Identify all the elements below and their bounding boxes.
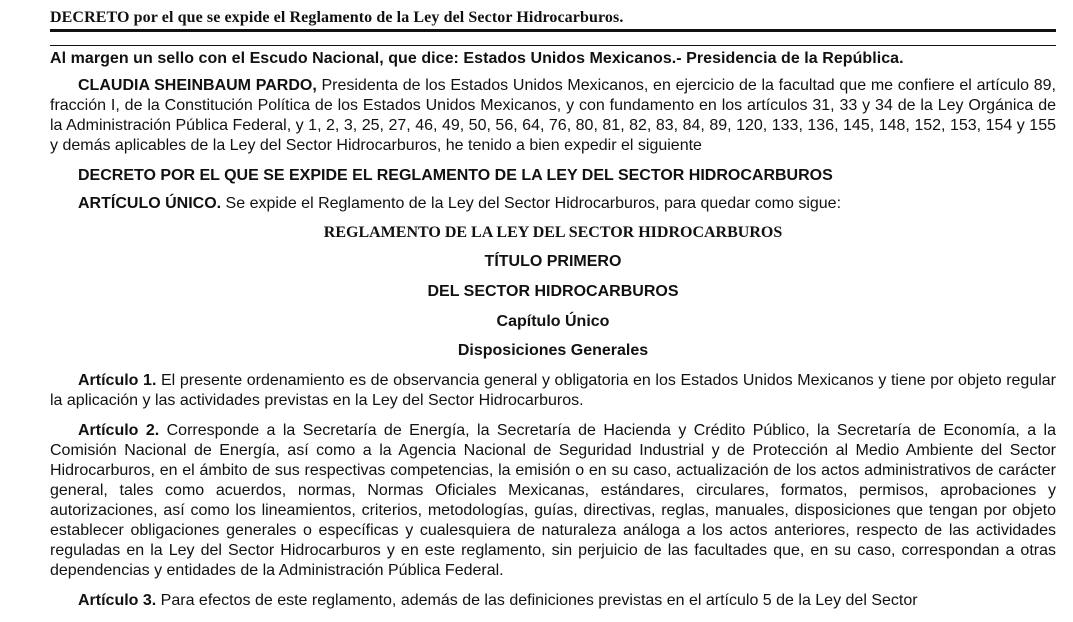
article-2-label: Artículo 2. — [78, 422, 160, 439]
margin-note: Al margen un sello con el Escudo Nacional, que dice: Estados Unidos Mexicanos.- Presidencia de la República. — [50, 50, 904, 67]
article-2-paragraph — [50, 421, 1056, 581]
document-page — [50, 0, 1056, 611]
article-1-label: Artículo 1. — [78, 372, 157, 389]
document-header-title: DECRETO por el que se expide el Reglamento de la Ley del Sector Hidrocarburos. — [50, 9, 624, 26]
regulation-title: REGLAMENTO DE LA LEY DEL SECTOR HIDROCARBUROS — [323, 224, 783, 241]
header-rule-thin — [50, 45, 1056, 46]
article-3-paragraph — [50, 591, 1056, 611]
article-unique-text: Se expide el Reglamento de la Ley del Sector Hidrocarburos, para quedar como sigue: — [221, 195, 842, 212]
article-1-text: El presente ordenamiento es de observancia general y obligatoria en los Estados Unidos Mexicanos y tiene por objeto regular la aplicación y las actividades previstas en la Ley del Sector Hidrocarburos. — [50, 372, 1057, 409]
article-3-label: Artículo 3. — [78, 592, 157, 609]
article-2-text: Corresponde a la Secretaría de Energía, la Secretaría de Hacienda y Crédito Público, la Secretaría de Economía, a la Comisión Nacional de Energía, así como a la Agencia Nacional de Seguridad Industrial y de Protección al Medio Ambiente del Sector Hidrocarburos, en el ámbito de sus respectivas competencias, la emisión o en su caso, actualización de los actos administrativos de carácter general, tales como acuerdos, normas, Normas Oficiales Mexicanas, estándares, circulares, formatos, permisos, aprobaciones y autorizaciones, así como los lineamientos, criterios, metodologías, guías, directivas, reglas, manuales, disposiciones que tengan por objeto establecer obligaciones generales o específicas y cualesquiera de naturaleza análoga a los actos anteriores, respecto de las actividades reguladas en la Ley del Sector Hidrocarburos y en este reglamento, sin perjuicio de las facultades que, en su caso, correspondan a otras dependencias y entidades de la Administración Pública Federal. — [50, 422, 1057, 579]
intro-name: CLAUDIA SHEINBAUM PARDO, — [78, 77, 317, 94]
capitulo-heading: Capítulo Único — [496, 313, 610, 330]
decree-title: DECRETO POR EL QUE SE EXPIDE EL REGLAMENTO DE LA LEY DEL SECTOR HIDROCARBUROS — [78, 167, 833, 184]
intro-paragraph — [50, 76, 1056, 156]
intro-text: Presidenta de los Estados Unidos Mexicanos, en ejercicio de la facultad que me confiere el artículo 89, fracción I, de la Constitución Política de los Estados Unidos Mexicanos, y con fundamento en los artículos 31, 33 y 34 de la Ley Orgánica de la Administración Pública Federal, y 1, 2, 3, 25, 27, 46, 49, 50, 56, 64, 76, 80, 81, 82, 83, 84, 89, 120, 133, 136, 145, 148, 152, 153, 154 y 155 y demás aplicables de la Ley del Sector Hidrocarburos, he tenido a bien expedir el siguiente — [50, 77, 1056, 154]
article-unique-label: ARTÍCULO ÚNICO. — [78, 195, 222, 212]
article-1-paragraph — [50, 371, 1056, 411]
titulo-heading: TÍTULO PRIMERO — [484, 253, 622, 270]
article-unique-paragraph — [50, 194, 1056, 214]
article-3-text: Para efectos de este reglamento, además de las definiciones previstas en el artículo 5 de la Ley del Sector — [156, 592, 918, 609]
titulo-name-heading: DEL SECTOR HIDROCARBUROS — [427, 283, 679, 300]
header-rule-thick — [50, 29, 1056, 32]
capitulo-name-heading: Disposiciones Generales — [457, 342, 649, 359]
